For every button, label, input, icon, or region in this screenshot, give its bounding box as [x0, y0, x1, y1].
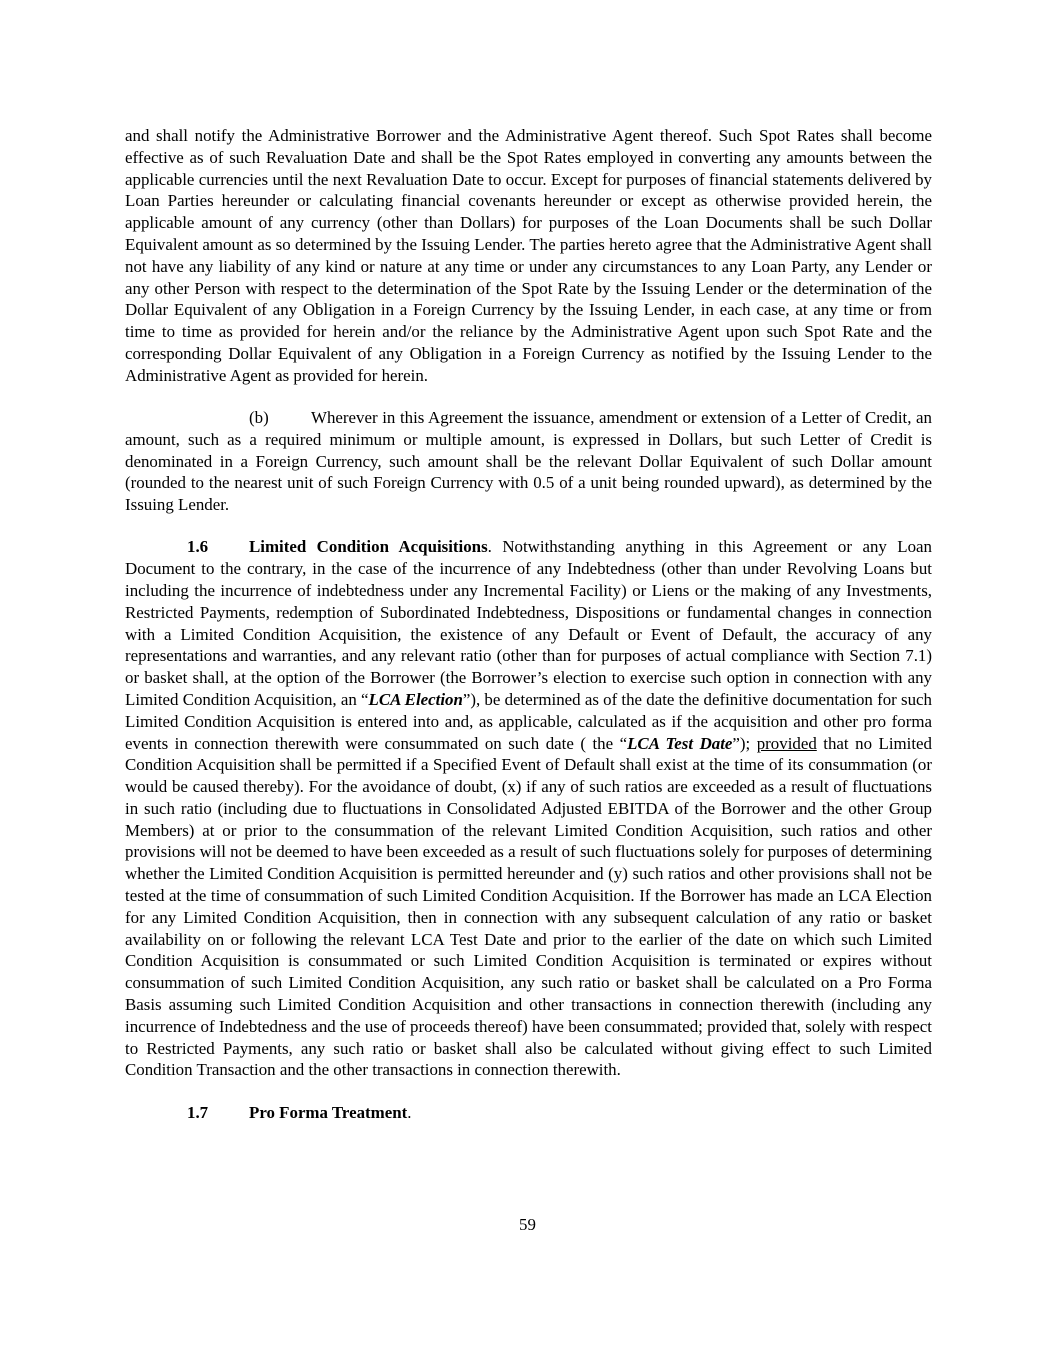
section-1-6	[125, 536, 932, 1081]
section-1-6-heading-punct: .	[487, 537, 492, 557]
page-number: 59	[519, 1215, 536, 1234]
section-1-6-text-2: ”), be determined as of the date the definitive documentation for such Limited Condition Acquisition is entered into and, as applicable, calculated as if the acquisition and other pro forma events in connection therewith were consummated on such date ( the “	[125, 689, 932, 753]
paragraph-spot-rates: and shall notify the Administrative Borrower and the Administrative Agent thereof. Such Spot Rates shall become effective as of such Revaluation Date and shall be the Spot Rates employed in converting any amounts between the applicable currencies until the next Revaluation Date to occur. Except for purposes of financial statements delivered by Loan Parties hereunder or calculating financial covenants hereunder or except as otherwise provided herein, the applicable amount of any currency (other than Dollars) for purposes of the Loan Documents shall be such Dollar Equivalent amount as so determined by the Issuing Lender. The parties hereto agree that the Administrative Agent shall not have any liability of any kind or nature at any time or under any circumstances to any Loan Party, any Lender or any other Person with respect to the determination of the Spot Rate by the Issuing Lender or the determination of the Dollar Equivalent of any Obligation in a Foreign Currency by the Issuing Lender, in each case, at any time or from time to time as provided for herein and/or the reliance by the Administrative Agent upon such Spot Rate and the corresponding Dollar Equivalent of any Obligation in a Foreign Currency as notified by the Issuing Lender to the Administrative Agent as provided for herein.	[125, 126, 932, 385]
paragraph-gap	[125, 516, 932, 536]
section-1-7	[125, 1102, 932, 1124]
section-1-6-text-4: that no Limited Condition Acquisition shall be permitted if a Specified Event of Default shall exist at the time of its consummation (or would be caused thereby). For the avoidance of doubt, (x) if any of such ratios are exceeded as a result of fluctuations in such ratio (including due to fluctuations in Consolidated Adjusted EBITDA of the Borrower and the other Group Members) at or prior to the consummation of the relevant Limited Condition Acquisition, such ratios and other provisions will not be deemed to have been exceeded as a result of such fluctuations solely for purposes of determining whether the Limited Condition Acquisition is permitted hereunder and (y) such ratios and other provisions shall not be tested at the time of consummation of such Limited Condition Acquisition. If the Borrower has made an LCA Election for any Limited Condition Acquisition, then in connection with any subsequent calculation of any ratio or basket availability on or following the relevant LCA Test Date and prior to the earlier of the date on which such Limited Condition Acquisition is consummated or such Limited Condition Acquisition is terminated or expires without consummation of such Limited Condition Acquisition, any such ratio or basket shall be calculated on a Pro Forma Basis assuming such Limited Condition Acquisition and other transactions in connection therewith (including any incurrence of Indebtedness and the use of proceeds thereof) have been consummated; provided that, solely with respect to Restricted Payments, any such ratio or basket shall also be calculated without giving effect to such Limited Condition Transaction and the other transactions in connection therewith.	[125, 733, 932, 1080]
paragraph-b-label: (b)	[249, 407, 269, 427]
section-1-7-heading: Pro Forma Treatment	[249, 1102, 408, 1122]
defined-term-lca-test-date: LCA Test Date	[627, 733, 733, 753]
section-1-6-text-1: Notwithstanding anything in this Agreement or any Loan Document to the contrary, in the case of the incurrence of any Indebtedness (other than under Revolving Loans but including the incurrence of indebtedness under any Incremental Facility) or Liens or the making of any Investments, Restricted Payments, redemption of Subordinated Indebtedness, Dispositions or fundamental changes in connection with a Limited Condition Acquisition, the existence of any Default or Event of Default, the accuracy of any representations and warranties, and any relevant ratio (other than for purposes of actual compliance with Section 7.1) or basket shall, at the option of the Borrower (the Borrower’s election to exercise such option in connection with any Limited Condition Acquisition, an “	[125, 537, 932, 709]
section-1-6-text-3: ”);	[732, 733, 757, 753]
paragraph-gap	[125, 387, 932, 407]
section-1-6-number: 1.6	[187, 537, 209, 557]
paragraph-gap	[125, 1081, 932, 1101]
provided-underlined: provided	[756, 733, 817, 753]
document-page	[125, 125, 932, 1123]
section-1-6-heading: Limited Condition Acquisitions	[249, 537, 488, 557]
section-1-7-number: 1.7	[187, 1102, 209, 1122]
paragraph-b	[125, 407, 932, 516]
section-1-7-heading-punct: .	[407, 1102, 412, 1122]
paragraph-b-text: Wherever in this Agreement the issuance, amendment or extension of a Letter of Credit, an amount, such as a required minimum or multiple amount, is expressed in Dollars, but such Letter of Credit is denominated in a Foreign Currency, such amount shall be the relevant Dollar Equivalent of such Dollar amount (rounded to the nearest unit of such Foreign Currency with 0.5 of a unit being rounded upward), as determined by the Issuing Lender.	[125, 407, 932, 515]
defined-term-lca-election: LCA Election	[368, 689, 463, 709]
